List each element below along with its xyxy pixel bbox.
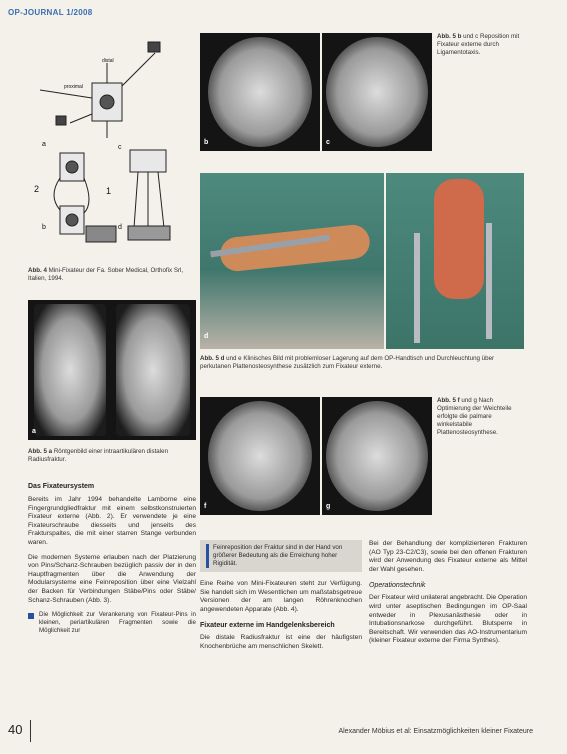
figure-5a-image [28, 300, 196, 440]
column-2 [200, 540, 362, 652]
col2-paragraph-1: Eine Reihe von Mini-Fixateuren steht zur Verfügung. Sie handelt sich im Wesentlichen um maßstabsgetreue Versionen der am langen Röhrenknochen angewendeten Apparate (Abb. 4). [200, 580, 362, 613]
journal-header: OP-JOURNAL 1/2008 [8, 8, 93, 17]
fig5b-panel-label: b [204, 139, 209, 146]
col3-paragraph-1: Bei der Behandlung der komplizierteren Frakturen (AO Typ 23-C2/C3), sowie bei den offenen Frakturen wird der Anwendung des Fixateur externe als Mittel der Wahl gesehen. [369, 540, 527, 573]
section-heading-operationstechnik: Operationstechnik [369, 582, 426, 590]
fig5a-caption-label: Abb. 5 a [28, 448, 53, 455]
fig4-caption-label: Abb. 4 [28, 267, 47, 274]
fig5fg-caption-label: Abb. 5 f [437, 397, 460, 404]
fig4-label-proximal: proximal [64, 84, 83, 90]
footer-rule [30, 720, 31, 742]
fig4-label-distal: distal [102, 58, 114, 64]
fig5d-panel-label: d [204, 333, 209, 340]
section-heading-fixateursystem: Das Fixateursystem [28, 483, 95, 490]
fig5g-panel-label: g [326, 503, 331, 510]
fig5a-panel-label: a [32, 428, 36, 435]
figure-5bc-caption [437, 33, 527, 57]
fig4-label-1: 1 [106, 186, 112, 196]
section-heading-handgelenk: Fixateur externe im Handgelenksbereich [200, 622, 335, 630]
figure-4-drawing [30, 28, 190, 258]
fig4-label-a: a [42, 141, 46, 148]
page-number: 40 [8, 722, 23, 737]
fig4-label-c: c [118, 144, 122, 151]
figure-5c-image [322, 33, 432, 151]
fig5fg-caption-text: und g Nach Optimierung der Weichteile erfolgte die palmare winkelstabile Plattenosteosynthese. [437, 397, 512, 436]
running-footer: Alexander Möbius et al: Einsatzmöglichkeiten kleiner Fixateure [338, 728, 533, 735]
col1-highlight-note [28, 611, 196, 635]
figure-5fg-caption [437, 397, 527, 437]
figure-5de-caption [200, 355, 525, 371]
figure-5f-image [200, 397, 320, 515]
pull-quote [200, 540, 362, 572]
figure-5b-image [200, 33, 320, 151]
fig5c-panel-label: c [326, 139, 330, 146]
fig5de-caption-text: und e Klinisches Bild mit problemloser Lagerung auf dem OP-Handtisch und Durchleuchtung über perkutanen Plattenosteosynthese zusätzlich zum Fixateur externe. [200, 355, 495, 370]
pull-quote-marker-icon [206, 544, 209, 568]
fig4-caption-text: Mini-Fixateur der Fa. Sober Medical, Orthofix Srl, Italien, 1994. [28, 267, 184, 282]
pull-quote-text: Feinreposition der Fraktur sind in der Hand von größerer Bedeutung als die Erreichung hoher Rigidität. [213, 544, 343, 567]
col1-note-text: Die Möglichkeit zur Verankerung von Fixateur-Pins in kleinen, periartikulären Fragmenten sowie die Möglichkeit zur [39, 611, 196, 635]
fig4-label-b: b [42, 224, 46, 231]
figure-5e-image [386, 173, 524, 349]
fig5de-caption-label: Abb. 5 d [200, 355, 225, 362]
figure-4-caption [28, 267, 198, 283]
fig4-label-d: d [118, 224, 122, 231]
note-marker-icon [28, 613, 34, 619]
fig5a-caption-text: Röntgenbild einer intraartikulären distalen Radiusfraktur. [28, 448, 169, 463]
fig5bc-caption-text: und c Reposition mit Fixateur externe durch Ligamentotaxis. [437, 33, 520, 56]
fig5f-panel-label: f [204, 503, 207, 510]
figure-5g-image [322, 397, 432, 515]
figure-5d-image [200, 173, 384, 349]
col1-paragraph-2: Die modernen Systeme erlauben nach der Platzierung von Pins/Schanz-Schrauben bezüglich passiv der in den Hauptfragmenten über die Anwendung der Modularsysteme eine Feinreposition über eine Vielzahl der Backen für Verbindungen Stäbe/Pins oder Stäbe/ Schanz-Schrauben (Abb. 3). [28, 553, 196, 604]
col1-paragraph-1: Bereits im Jahr 1994 behandelte Lamborne eine Fingergrundgliedfraktur mit einem selbstkonstruierten Fixateur externe (Abb. 2). Er verwendete je eine Fixateurschraube diesseits und jenseits des Frakturspaltes, die mit einer starren Stange verbunden waren. [28, 496, 196, 546]
figure-5a-caption [28, 448, 198, 464]
col3-paragraph-2: Der Fixateur wird unilateral angebracht. Die Operation wird unter aseptischen Bedingungen im OP-Saal entweder in Plexusanästhesie oder in Intubationsnarkose durchgeführt. Blutsperre in Bereitschaft. Wir verwenden das AO-Instrumentarium (kleiner Fixateur externe der Firma Synthes). [369, 594, 527, 645]
column-1 [28, 483, 196, 635]
fig5bc-caption-label: Abb. 5 b [437, 33, 462, 40]
column-3 [369, 540, 527, 646]
fig4-label-2: 2 [34, 184, 40, 194]
col2-paragraph-2: Die distale Radiusfraktur ist eine der häufigsten Knochenbrüche am menschlichen Skelett. [200, 634, 362, 650]
